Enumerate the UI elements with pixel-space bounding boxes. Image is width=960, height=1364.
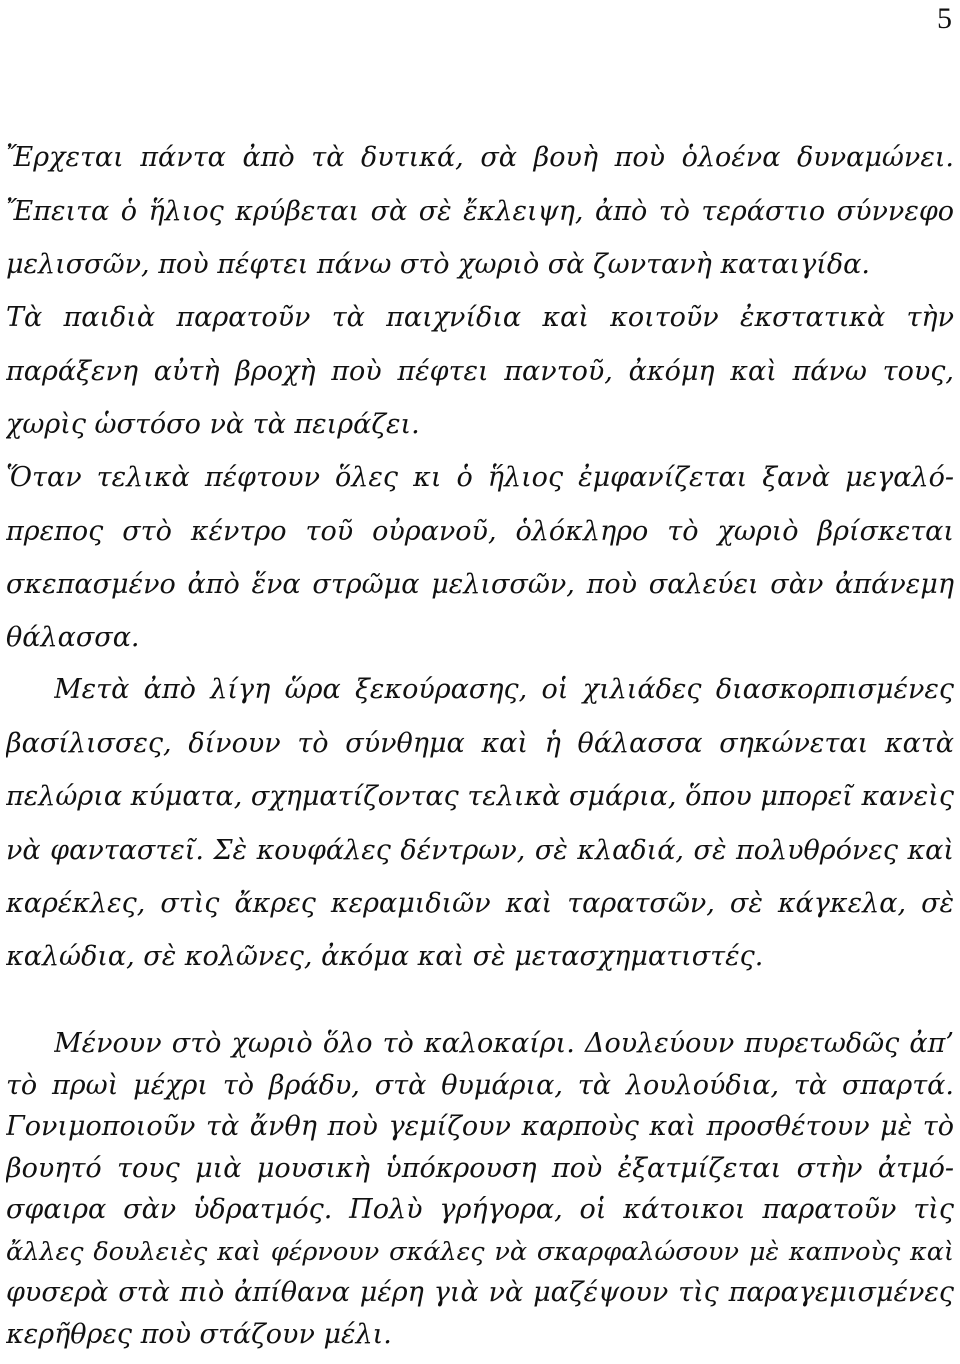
text-line: πελώρια κύματα, σχηματίζοντας τελικὰ σμάρια, ὅπου μπορεῖ κανεὶς xyxy=(6,781,954,812)
text-line: κερῆθρες ποὺ στάζουν μέλι. xyxy=(6,1319,392,1350)
text-line: χωρὶς ὡστόσο νὰ τὰ πειράζει. xyxy=(6,409,420,440)
text-line: Γονιμοποιοῦν τὰ ἄνθη ποὺ γεμίζουν καρποὺς καὶ προσθέτουν μὲ τὸ xyxy=(6,1111,954,1142)
text-line: Ἔπειτα ὁ ἥλιος κρύβεται σὰ σὲ ἔκλειψη, ἀπὸ τὸ τεράστιο σύννεφο xyxy=(6,196,954,227)
text-line: θάλασσα. xyxy=(6,622,140,653)
text-line: βασίλισσες, δίνουν τὸ σύνθημα καὶ ἡ θάλασσα σηκώνεται κατὰ xyxy=(6,728,954,759)
text-line: Μένουν στὸ χωριὸ ὅλο τὸ καλοκαίρι. Δουλεύουν πυρετωδῶς ἀπ’ xyxy=(54,1028,954,1059)
text-line: σφαιρα σὰν ὑδρατμός. Πολὺ γρήγορα, οἱ κάτοικοι παρατοῦν τὶς xyxy=(6,1194,954,1225)
text-line: βουητό τους μιὰ μουσικὴ ὑπόκρουση ποὺ ἐξατμίζεται στὴν ἀτμό- xyxy=(6,1153,954,1184)
text-line: σκεπασμένο ἀπὸ ἕνα στρῶμα μελισσῶν, ποὺ σαλεύει σὰν ἀπάνεμη xyxy=(6,569,954,600)
text-line: καλώδια, σὲ κολῶνες, ἀκόμα καὶ σὲ μετασχηματιστές. xyxy=(6,941,764,972)
text-line: καρέκλες, στὶς ἄκρες κεραμιδιῶν καὶ ταρατσῶν, σὲ κάγκελα, σὲ xyxy=(6,888,954,919)
text-line: Μετὰ ἀπὸ λίγη ὥρα ξεκούρασης, οἱ χιλιάδες διασκορπισμένες xyxy=(54,674,954,705)
page-number: 5 xyxy=(937,2,952,35)
text-line: τὸ πρωὶ μέχρι τὸ βράδυ, στὰ θυμάρια, τὰ λουλούδια, τὰ σπαρτά. xyxy=(6,1070,954,1101)
text-line: πρεπος στὸ κέντρο τοῦ οὐρανοῦ, ὁλόκληρο τὸ χωριὸ βρίσκεται xyxy=(6,516,954,547)
text-line: μελισσῶν, ποὺ πέφτει πάνω στὸ χωριὸ σὰ ζωντανὴ καταιγίδα. xyxy=(6,249,870,280)
text-line: Ἔρχεται πάντα ἀπὸ τὰ δυτικά, σὰ βουὴ ποὺ ὁλοένα δυναμώνει. xyxy=(6,142,954,173)
text-line: παράξενη αὐτὴ βροχὴ ποὺ πέφτει παντοῦ, ἀκόμη καὶ πάνω τους, xyxy=(6,356,954,387)
text-line: φυσερὰ στὰ πιὸ ἀπίθανα μέρη γιὰ νὰ μαζέψουν τὶς παραγεμισμένες xyxy=(6,1277,954,1308)
text-line: νὰ φανταστεῖ. Σὲ κουφάλες δέντρων, σὲ κλαδιά, σὲ πολυθρόνες καὶ xyxy=(6,835,954,866)
text-line: Τὰ παιδιὰ παρατοῦν τὰ παιχνίδια καὶ κοιτοῦν ἐκστατικὰ τὴν xyxy=(6,302,954,333)
text-line: Ὅταν τελικὰ πέφτουν ὅλες κι ὁ ἥλιος ἐμφανίζεται ξανὰ μεγαλό- xyxy=(6,462,954,493)
text-line: ἄλλες δουλειὲς καὶ φέρνουν σκάλες νὰ σκαρφαλώσουν μὲ καπνοὺς καὶ xyxy=(6,1237,954,1267)
